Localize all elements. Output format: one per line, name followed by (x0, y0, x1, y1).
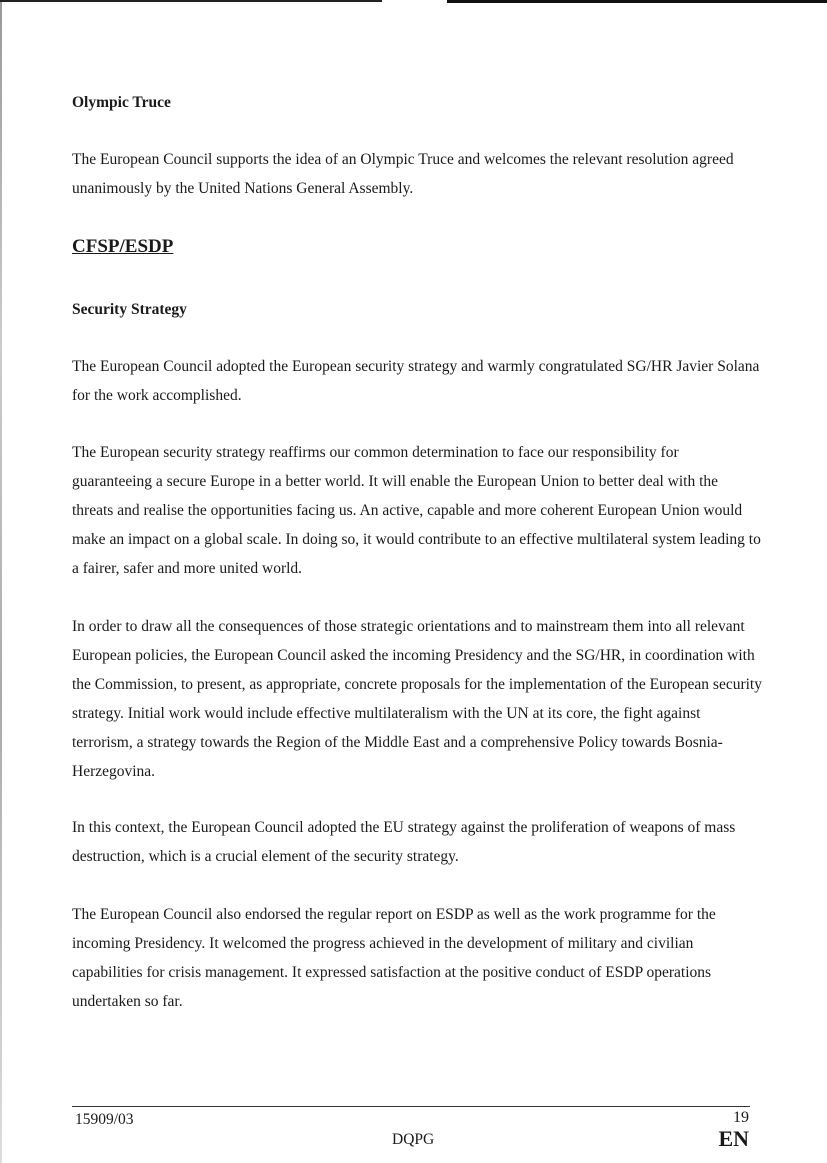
paragraph-1: The European Council adopted the European security strategy and warmly congratulated SG/HR Javier Solana for the work accomplished. (72, 358, 760, 404)
document-reference: 15909/03 (75, 1111, 134, 1128)
header-rule-left (0, 0, 382, 2)
paragraph-4: In this context, the European Council adopted the EU strategy against the proliferation of weapons of mass destruction, which is a crucial element of the security strategy. (72, 819, 736, 865)
heading-olympic-truce: Olympic Truce (72, 94, 171, 111)
scan-edge (0, 0, 2, 1163)
paragraph-3: In order to draw all the consequences of those strategic orientations and to mainstream them into all relevant European policies, the European Council asked the incoming Presidency and the SG/HR, in coordination with the Commission, to present, as appropriate, concrete proposals for the implementation of the European security strategy. Initial work would include effective multilateralism with the UN at its core, the fight against terrorism, a strategy towards the Region of the Middle East and a comprehensive Policy towards Bosnia-Herzegovina. (72, 618, 762, 780)
header-rule-right (447, 0, 827, 3)
paragraph-5: The European Council also endorsed the regular report on ESDP as well as the work programme for the incoming Presidency. It welcomed the progress achieved in the development of military and civilian capabilities for crisis management. It expressed satisfaction at the positive conduct of ESDP operations undertaken so far. (72, 906, 716, 1010)
language-code: EN (718, 1126, 749, 1151)
page-number: 19 (733, 1109, 749, 1126)
paragraph-2: The European security strategy reaffirms our common determination to face our responsibility for guaranteeing a secure Europe in a better world. It will enable the European Union to better deal with the threats and realise the opportunities facing us. An active, capable and more coherent European Union would make an impact on a global scale. In doing so, it would contribute to an effective multilateral system leading to a fairer, safer and more united world. (72, 444, 761, 577)
department-code: DQPG (392, 1131, 435, 1148)
footer-rule (72, 1106, 750, 1107)
heading-cfsp-esdp: CFSP/ESDP (72, 236, 174, 257)
subheading-security-strategy: Security Strategy (72, 301, 187, 318)
paragraph-olympic: The European Council supports the idea of an Olympic Truce and welcomes the relevant resolution agreed unanimously by the United Nations General Assembly. (72, 151, 734, 197)
